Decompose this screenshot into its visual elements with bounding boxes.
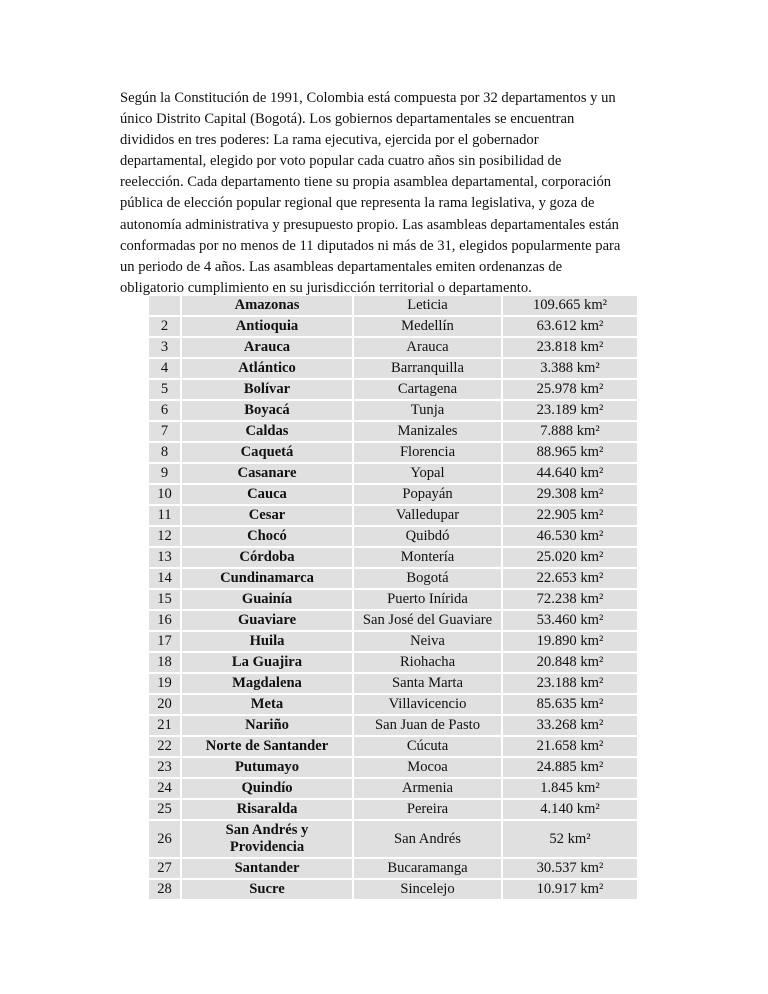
table-row bbox=[149, 527, 637, 546]
area-value: 10.917 km² bbox=[503, 880, 637, 899]
intro-line: pública de elección popular regional que representa la rama legislativa, y goza de bbox=[120, 195, 595, 212]
table-row bbox=[149, 779, 637, 798]
area-value: 30.537 km² bbox=[503, 859, 637, 878]
row-number: 25 bbox=[149, 800, 180, 819]
intro-line: Según la Constitución de 1991, Colombia está compuesta por 32 departamentos y un bbox=[120, 90, 616, 106]
area-value: 7.888 km² bbox=[503, 422, 637, 441]
department-name: Atlántico bbox=[182, 359, 352, 378]
capital-name: Manizales bbox=[354, 422, 501, 441]
row-number: 4 bbox=[149, 359, 180, 378]
department-name: Meta bbox=[182, 695, 352, 714]
table-row bbox=[149, 716, 637, 735]
row-number: 28 bbox=[149, 880, 180, 899]
area-value: 22.905 km² bbox=[503, 506, 637, 525]
department-name: Guainía bbox=[182, 590, 352, 609]
area-value: 19.890 km² bbox=[503, 632, 637, 651]
row-number: 6 bbox=[149, 401, 180, 420]
department-name: Nariño bbox=[182, 716, 352, 735]
table-row bbox=[149, 859, 637, 878]
row-number bbox=[149, 296, 180, 315]
row-number: 17 bbox=[149, 632, 180, 651]
department-name: Magdalena bbox=[182, 674, 352, 693]
department-name: Antioquia bbox=[182, 317, 352, 336]
department-name: Amazonas bbox=[182, 296, 352, 315]
department-name: Caquetá bbox=[182, 443, 352, 462]
intro-line: autonomía administrativa y presupuesto propio. Las asambleas departamentales están bbox=[120, 216, 619, 233]
table-row bbox=[149, 443, 637, 462]
table-row bbox=[149, 800, 637, 819]
capital-name: Tunja bbox=[354, 401, 501, 420]
row-number: 3 bbox=[149, 338, 180, 357]
table-row bbox=[149, 737, 637, 756]
area-value: 21.658 km² bbox=[503, 737, 637, 756]
row-number: 14 bbox=[149, 569, 180, 588]
table-row bbox=[149, 632, 637, 651]
intro-line: reelección. Cada departamento tiene su propia asamblea departamental, corporación bbox=[120, 174, 612, 191]
row-number: 20 bbox=[149, 695, 180, 714]
capital-name: Puerto Inírida bbox=[354, 590, 501, 609]
capital-name: Leticia bbox=[354, 296, 501, 315]
intro-line: divididos en tres poderes: La rama ejecutiva, ejercida por el gobernador bbox=[120, 132, 539, 149]
intro-line: único Distrito Capital (Bogotá). Los gobiernos departamentales se encuentran bbox=[120, 111, 575, 128]
capital-name: Quibdó bbox=[354, 527, 501, 546]
capital-name: Florencia bbox=[354, 443, 501, 462]
department-name: Caldas bbox=[182, 422, 352, 441]
row-number: 8 bbox=[149, 443, 180, 462]
intro-line: un periodo de 4 años. Las asambleas departamentales emiten ordenanzas de bbox=[120, 258, 563, 275]
row-number: 13 bbox=[149, 548, 180, 567]
area-value: 22.653 km² bbox=[503, 569, 637, 588]
table-row bbox=[149, 611, 637, 630]
department-name: Casanare bbox=[182, 464, 352, 483]
row-number: 26 bbox=[149, 821, 180, 857]
department-name: Cundinamarca bbox=[182, 569, 352, 588]
intro-line: obligatorio cumplimiento en su jurisdicción territorial o departamento. bbox=[120, 279, 532, 296]
department-name: Boyacá bbox=[182, 401, 352, 420]
row-number: 21 bbox=[149, 716, 180, 735]
area-value: 4.140 km² bbox=[503, 800, 637, 819]
department-name: Sucre bbox=[182, 880, 352, 899]
area-value: 3.388 km² bbox=[503, 359, 637, 378]
table-row bbox=[149, 485, 637, 504]
area-value: 24.885 km² bbox=[503, 758, 637, 777]
capital-name: Arauca bbox=[354, 338, 501, 357]
table-row bbox=[149, 359, 637, 378]
department-name: San Andrés y Providencia bbox=[182, 821, 352, 857]
department-name: Putumayo bbox=[182, 758, 352, 777]
department-name: Quindío bbox=[182, 779, 352, 798]
capital-name: Cartagena bbox=[354, 380, 501, 399]
department-name: Santander bbox=[182, 859, 352, 878]
capital-name: Villavicencio bbox=[354, 695, 501, 714]
capital-name: Cúcuta bbox=[354, 737, 501, 756]
table-row bbox=[149, 695, 637, 714]
area-value: 63.612 km² bbox=[503, 317, 637, 336]
row-number: 19 bbox=[149, 674, 180, 693]
area-value: 88.965 km² bbox=[503, 443, 637, 462]
table-row bbox=[149, 380, 637, 399]
table-row bbox=[149, 422, 637, 441]
row-number: 27 bbox=[149, 859, 180, 878]
capital-name: Mocoa bbox=[354, 758, 501, 777]
department-name: Huila bbox=[182, 632, 352, 651]
area-value: 72.238 km² bbox=[503, 590, 637, 609]
row-number: 9 bbox=[149, 464, 180, 483]
capital-name: Neiva bbox=[354, 632, 501, 651]
area-value: 44.640 km² bbox=[503, 464, 637, 483]
table-row bbox=[149, 880, 637, 899]
capital-name: Yopal bbox=[354, 464, 501, 483]
capital-name: San Juan de Pasto bbox=[354, 716, 501, 735]
intro-line: conformadas por no menos de 11 diputados ni más de 31, elegidos popularmente para bbox=[120, 237, 621, 254]
table-row bbox=[149, 821, 637, 857]
capital-name: Barranquilla bbox=[354, 359, 501, 378]
department-name: Risaralda bbox=[182, 800, 352, 819]
row-number: 2 bbox=[149, 317, 180, 336]
area-value: 29.308 km² bbox=[503, 485, 637, 504]
departments-table bbox=[147, 294, 639, 901]
row-number: 22 bbox=[149, 737, 180, 756]
department-name: Córdoba bbox=[182, 548, 352, 567]
area-value: 23.818 km² bbox=[503, 338, 637, 357]
row-number: 11 bbox=[149, 506, 180, 525]
capital-name: Montería bbox=[354, 548, 501, 567]
table-row bbox=[149, 464, 637, 483]
table-row bbox=[149, 317, 637, 336]
table-row bbox=[149, 674, 637, 693]
table-row bbox=[149, 758, 637, 777]
area-value: 25.020 km² bbox=[503, 548, 637, 567]
table-row bbox=[149, 296, 637, 315]
intro-line: departamental, elegido por voto popular cada cuatro años sin posibilidad de bbox=[120, 153, 562, 170]
department-name: Guaviare bbox=[182, 611, 352, 630]
table-row bbox=[149, 548, 637, 567]
capital-name: Santa Marta bbox=[354, 674, 501, 693]
table-row bbox=[149, 590, 637, 609]
row-number: 15 bbox=[149, 590, 180, 609]
capital-name: Armenia bbox=[354, 779, 501, 798]
capital-name: San José del Guaviare bbox=[354, 611, 501, 630]
row-number: 18 bbox=[149, 653, 180, 672]
table-row bbox=[149, 506, 637, 525]
area-value: 85.635 km² bbox=[503, 695, 637, 714]
department-name: Cauca bbox=[182, 485, 352, 504]
department-name: La Guajira bbox=[182, 653, 352, 672]
department-name: Cesar bbox=[182, 506, 352, 525]
capital-name: Sincelejo bbox=[354, 880, 501, 899]
department-name: Chocó bbox=[182, 527, 352, 546]
department-name: Bolívar bbox=[182, 380, 352, 399]
capital-name: Bucaramanga bbox=[354, 859, 501, 878]
row-number: 16 bbox=[149, 611, 180, 630]
intro-paragraph bbox=[120, 88, 660, 299]
area-value: 33.268 km² bbox=[503, 716, 637, 735]
row-number: 10 bbox=[149, 485, 180, 504]
area-value: 23.189 km² bbox=[503, 401, 637, 420]
row-number: 7 bbox=[149, 422, 180, 441]
row-number: 23 bbox=[149, 758, 180, 777]
table-row bbox=[149, 569, 637, 588]
area-value: 109.665 km² bbox=[503, 296, 637, 315]
table-row bbox=[149, 653, 637, 672]
area-value: 25.978 km² bbox=[503, 380, 637, 399]
area-value: 23.188 km² bbox=[503, 674, 637, 693]
area-value: 46.530 km² bbox=[503, 527, 637, 546]
area-value: 53.460 km² bbox=[503, 611, 637, 630]
capital-name: Bogotá bbox=[354, 569, 501, 588]
capital-name: Valledupar bbox=[354, 506, 501, 525]
table-row bbox=[149, 401, 637, 420]
area-value: 1.845 km² bbox=[503, 779, 637, 798]
area-value: 20.848 km² bbox=[503, 653, 637, 672]
capital-name: San Andrés bbox=[354, 821, 501, 857]
capital-name: Riohacha bbox=[354, 653, 501, 672]
capital-name: Pereira bbox=[354, 800, 501, 819]
row-number: 5 bbox=[149, 380, 180, 399]
table-row bbox=[149, 338, 637, 357]
department-name: Norte de Santander bbox=[182, 737, 352, 756]
area-value: 52 km² bbox=[503, 821, 637, 857]
capital-name: Popayán bbox=[354, 485, 501, 504]
row-number: 24 bbox=[149, 779, 180, 798]
department-name: Arauca bbox=[182, 338, 352, 357]
capital-name: Medellín bbox=[354, 317, 501, 336]
row-number: 12 bbox=[149, 527, 180, 546]
